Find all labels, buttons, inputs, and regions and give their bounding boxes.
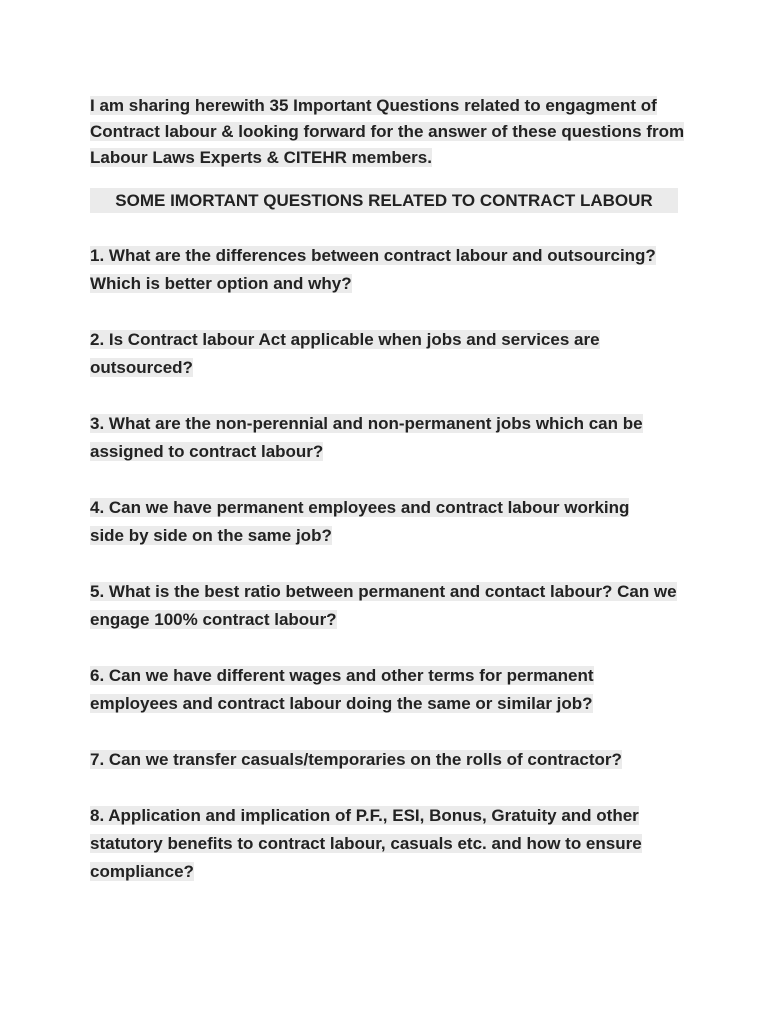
question-text: 6. Can we have different wages and other terms for permanent employees and contract labour doing the same or similar job? [90,666,594,713]
question-item [90,746,690,774]
question-text: 1. What are the differences between contract labour and outsourcing? Which is better option and why? [90,246,656,293]
question-text: 5. What is the best ratio between permanent and contact labour? Can we engage 100% contract labour? [90,582,677,629]
question-item [90,662,630,718]
question-item [90,326,630,382]
question-text: 3. What are the non-perennial and non-permanent jobs which can be assigned to contract labour? [90,414,643,461]
question-item [90,494,660,550]
question-item [90,242,680,298]
question-text: 4. Can we have permanent employees and contract labour working side by side on the same job? [90,498,630,545]
question-item [90,578,690,634]
question-text: 2. Is Contract labour Act applicable when jobs and services are outsourced? [90,330,600,377]
question-text: 8. Application and implication of P.F., ESI, Bonus, Gratuity and other statutory benefits to contract labour, casuals etc. and how to ensure compliance? [90,806,642,881]
question-text: 7. Can we transfer casuals/temporaries on the rolls of contractor? [90,750,622,769]
question-item [90,802,680,886]
intro-paragraph [90,93,690,171]
question-item [90,410,690,466]
intro-text: I am sharing herewith 35 Important Questions related to engagment of Contract labour & looking forward for the answer of these questions from Labour Laws Experts & CITEHR members. [90,96,685,167]
section-heading: SOME IMORTANT QUESTIONS RELATED TO CONTRACT LABOUR [90,188,678,213]
